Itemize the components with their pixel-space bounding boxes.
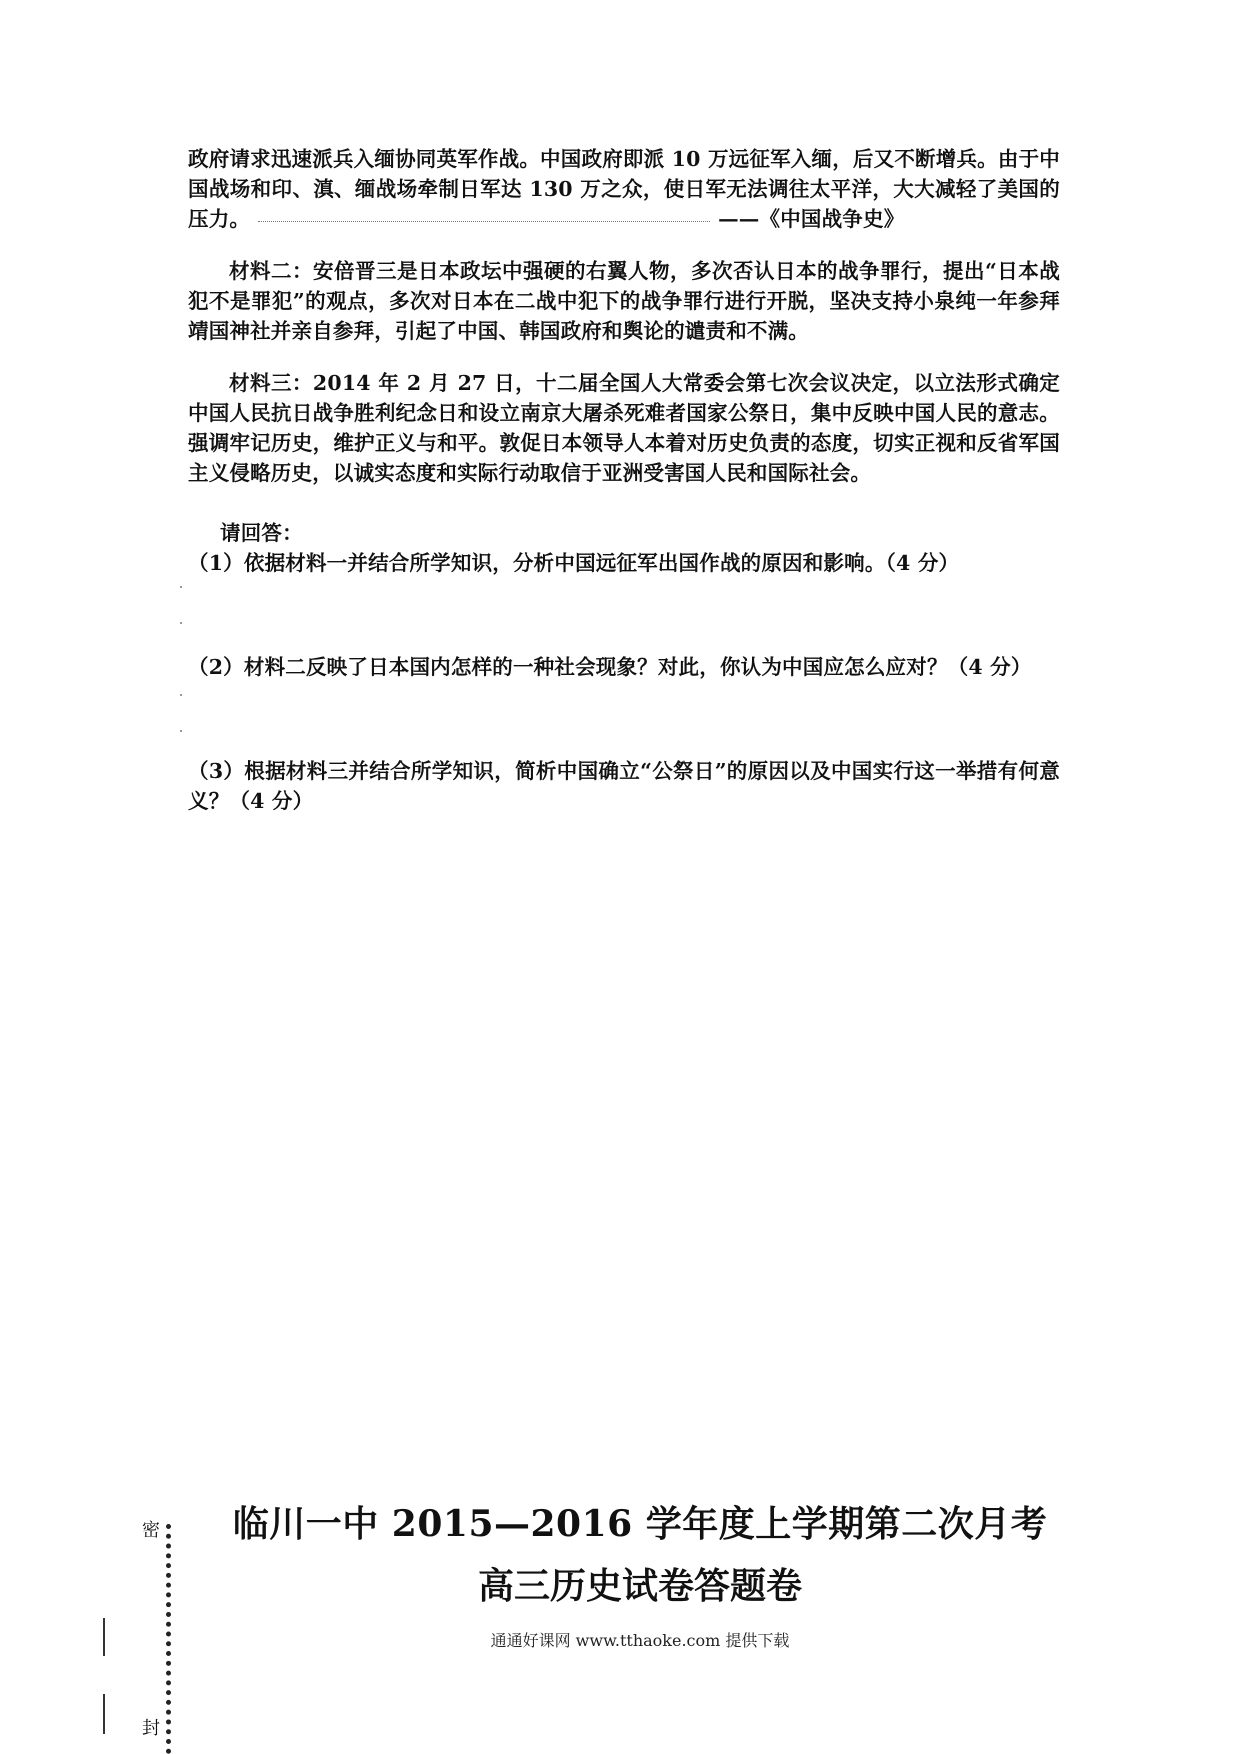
scan-dot [180, 730, 182, 732]
question-3: （3）根据材料三并结合所学知识，简析中国确立“公祭日”的原因以及中国实行这一举措有何意义？（4 分） [188, 759, 1060, 813]
question-2: （2）材料二反映了日本国内怎样的一种社会现象？对此，你认为中国应怎么应对？（4 分） [188, 655, 1032, 679]
material-three [188, 368, 1060, 488]
question-content [188, 144, 1060, 816]
scan-dot [180, 694, 182, 696]
material-two-text: 安倍晋三是日本政坛中强硬的右翼人物，多次否认日本的战争罪行，提出“日本战犯不是罪犯”的观点，多次对日本在二战中犯下的战争罪行进行开脱，坚决支持小泉纯一年参拜靖国神社并亲自参拜，引起了中国、韩国政府和舆论的谴责和不满。 [188, 259, 1060, 343]
answer-sheet-subtitle: 高三历史试卷答题卷 [477, 1565, 802, 1607]
material-three-label: 材料三： [229, 371, 313, 395]
material-one-text: 政府请求迅速派兵入缅协同英军作战。中国政府即派 10 万远征军入缅，后又不断增兵。由于中国战场和印、滇、缅战场牵制日军达 130 万之众，使日军无法调往太平洋，大大减轻了美国的压力。 [188, 147, 1060, 231]
download-footer: 通通好课网 www.tthaoke.com 提供下载 [490, 1631, 790, 1650]
spacer [188, 234, 1060, 256]
answer-sheet-title: 临川一中 2015—2016 学年度上学期第二次月考 [232, 1503, 1048, 1545]
spacer [188, 346, 1060, 368]
scan-dot [180, 622, 182, 624]
material-two [188, 256, 1060, 346]
seal-char-feng: 封 [142, 1718, 160, 1739]
material-one-continued [188, 144, 1060, 234]
scan-dot [180, 586, 182, 588]
material-two-label: 材料二： [229, 259, 313, 283]
margin-bar [103, 1694, 105, 1734]
seal-dotted-line [166, 1524, 171, 1754]
answer-prompt: 请回答： [220, 521, 303, 545]
margin-bar [103, 1618, 105, 1656]
seal-char-mi: 密 [142, 1520, 160, 1541]
material-one-source: ——《中国战争史》 [718, 207, 905, 231]
answer-space-2[interactable] [188, 682, 1060, 756]
spacer [188, 488, 1060, 518]
leader-dots [258, 221, 710, 222]
question-1: （1）依据材料一并结合所学知识，分析中国远征军出国作战的原因和影响。（4 分） [188, 551, 960, 575]
material-three-text: 2014 年 2 月 27 日，十二届全国人大常委会第七次会议决定，以立法形式确定中国人民抗日战争胜利纪念日和设立南京大屠杀死难者国家公祭日，集中反映中国人民的意志。强调牢记历史，维护正义与和平。敦促日本领导人本着对历史负责的态度，切实正视和反省军国主义侵略历史，以诚实态度和实际行动取信于亚洲受害国人民和国际社会。 [188, 371, 1060, 485]
answer-space-1[interactable] [188, 578, 1060, 652]
